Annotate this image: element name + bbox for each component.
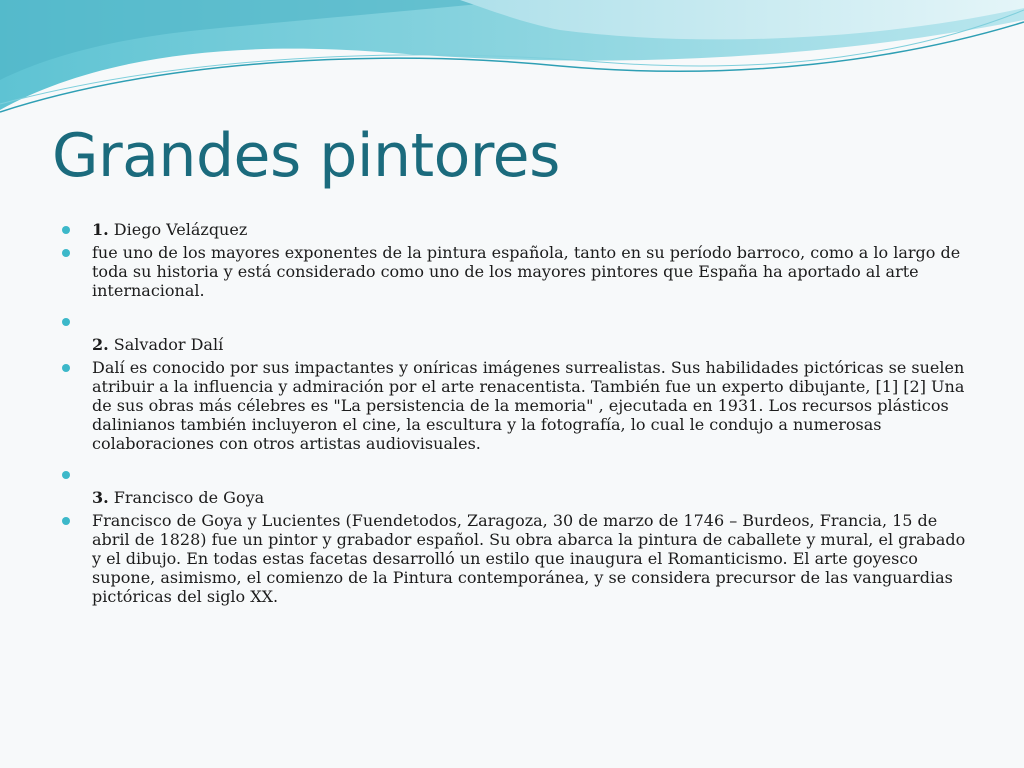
list-item (62, 511, 967, 606)
bullet-icon (62, 318, 70, 326)
bullet-icon (62, 471, 70, 479)
bullet-icon (62, 249, 70, 257)
painter-name: Francisco de Goya (113, 488, 265, 507)
bullet-list (62, 220, 967, 610)
bullet-icon (62, 364, 70, 372)
list-item (62, 358, 967, 453)
list-item (62, 220, 967, 239)
bullet-icon (62, 226, 70, 234)
painter-name: Salvador Dalí (113, 335, 224, 354)
item-number: 2. (92, 335, 109, 354)
bullet-icon (62, 517, 70, 525)
painter-description: Francisco de Goya y Lucientes (Fuendetodos, Zaragoza, 30 de marzo de 1746 – Burdeos, Francia, 15 de abril de 1828) fue un pintor y grabador español. Su obra abarca la pintura de caballete y mural, el grabado y el dibujo. En todas estas facetas desarrolló un estilo que inaugura el Romanticismo. El arte goyesco supone, asimismo, el comienzo de la Pintura contemporánea, y se considera precursor de las vanguardias pictóricas del siglo XX. (92, 511, 966, 606)
list-item (62, 243, 967, 300)
header-wave-decoration (0, 0, 1024, 130)
slide-title: Grandes pintores (52, 121, 560, 191)
list-item (62, 488, 967, 507)
painter-name: Diego Velázquez (113, 220, 248, 239)
painter-description: fue uno de los mayores exponentes de la pintura española, tanto en su período barroco, como a lo largo de toda su historia y está considerado como uno de los mayores pintores que España ha aportado al arte internacional. (92, 243, 961, 300)
list-item (62, 335, 967, 354)
item-number: 1. (92, 220, 109, 239)
empty-list-item (62, 312, 967, 331)
empty-list-item (62, 465, 967, 484)
painter-description: Dalí es conocido por sus impactantes y oníricas imágenes surrealistas. Sus habilidades pictóricas se suelen atribuir a la influencia y admiración por el arte renacentista. También fue un experto dibujante, [1] [2] Una de sus obras más célebres es "La persistencia de la memoria" , ejecutada en 1931. Los recursos plásticos dalinianos también incluyeron el cine, la escultura y la fotografía, lo cual le condujo a numerosas colaboraciones con otros artistas audiovisuales. (92, 358, 965, 453)
item-number: 3. (92, 488, 109, 507)
